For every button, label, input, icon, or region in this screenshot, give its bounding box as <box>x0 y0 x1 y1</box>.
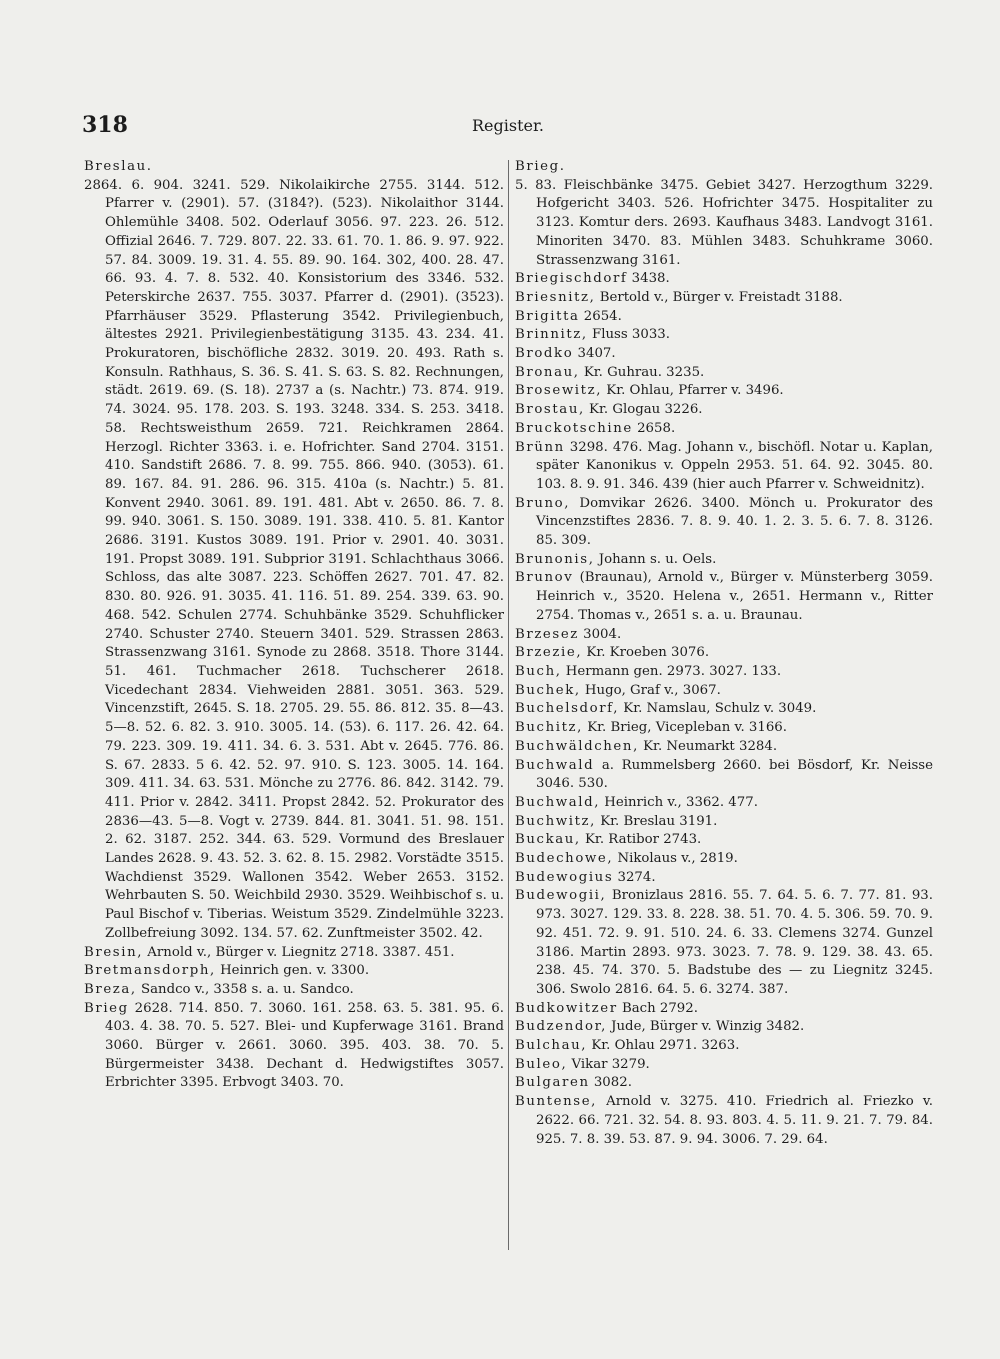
entry-text: 3274. <box>613 869 656 885</box>
index-entry <box>515 495 933 551</box>
entry-text: 5. 83. Fleischbänke 3475. Gebiet 3427. Herzogthum 3229. Hofgericht 3403. 526. Hofrichter 3475. Hospitaliter zu 3123. Komtur ders. 2693. Kaufhaus 3483. Landvogt 3161. Minoriten 3470. 83. Mühlen 3483. Schuhkrame 3060. Strassenzwang 3161. <box>515 177 933 268</box>
index-entry <box>84 981 504 1000</box>
entry-text: Kr. Glogau 3226. <box>584 402 703 418</box>
entry-text: 2658. <box>632 420 676 436</box>
index-entry <box>515 663 933 682</box>
entry-text: Kr. Neumarkt 3284. <box>638 738 778 754</box>
index-entry <box>515 794 933 813</box>
entry-text: Arnold v., Bürger v. Liegnitz 2718. 3387. 451. <box>143 944 455 960</box>
index-entry <box>515 439 933 495</box>
index-entry <box>515 831 933 850</box>
entry-headword: Buchitz, <box>515 720 583 736</box>
index-entry <box>515 644 933 663</box>
entry-headword: Budechowe, <box>515 851 614 867</box>
entry-text: Sandco v., 3358 s. a. u. Sandco. <box>136 981 354 997</box>
index-entry <box>515 1074 933 1093</box>
entry-headword: Brzesez <box>515 626 579 642</box>
index-entry <box>84 944 504 963</box>
entry-headword: Buch, <box>515 663 562 679</box>
entry-headword: Brunonis, <box>515 551 595 567</box>
entry-text: Hermann gen. 2973. 3027. 133. <box>561 663 782 679</box>
entry-headword: Bulchau, <box>515 1038 588 1054</box>
entry-headword: Brostau, <box>515 402 585 418</box>
entry-headword: Brzezie, <box>515 645 583 661</box>
entry-headword: Brinnitz, <box>515 327 588 343</box>
entry-text: 2628. 714. 850. 7. 3060. 161. 258. 63. 5. 381. 95. 6. 403. 4. 38. 70. 5. 527. Blei- und Kupferwage 3161. Brand 3060. Bürger v. 2661. 3060. 395. 403. 38. 70. 5. Bürgermeister 3438. Dechant d. Hedwigstiftes 3057. Erbrichter 3395. Erbvogt 3403. 70. <box>105 1000 504 1091</box>
entry-headword: Buchwald, <box>515 794 601 810</box>
index-entry <box>515 1093 933 1149</box>
entry-text: Kr. Ohlau, Pfarrer v. 3496. <box>602 383 784 399</box>
index-entry <box>84 962 504 981</box>
entry-headword: Buchwäldchen, <box>515 738 639 754</box>
entry-headword: Buleo, <box>515 1056 568 1072</box>
entry-headword: Budkowitzer <box>515 1000 618 1016</box>
entry-text: 2864. 6. 904. 3241. 529. Nikolaikirche 2755. 3144. 512. Pfarrer v. (2901). 57. (3184?). (523). Nikolaithor 3144. Ohlemühle 3408. 502. Oderlauf 3056. 97. 223. 26. 512. Offizial 2646. 7. 729. 807. 22. 33. 61. 70. 1. 86. 9. 97. 922. 57. 84. 3009. 19. 31. 4. 55. 89. 90. 164. 302, 400. 28. 47. 66. 93. 4. 7. 8. 532. 40. Konsistorium des 3346. 532. Peterskirche 2637. 755. 3037. Pfarrer d. (2901). (3523). Pfarrhäuser 3529. Pflasterung 3542. Privilegienbuch, ältestes 2921. Privilegienbestätigung 3135. 43. 234. 41. Prokuratoren, bischöfliche 2832. 3019. 20. 493. Rath s. Konsuln. Rathhaus, S. 36. S. 41. S. 63. S. 82. Rechnungen, städt. 2619. 69. (S. 18). 2737 a (s. Nachtr.) 73. 874. 919. 74. 3024. 95. 178. 203. S. 193. 3248. 334. S. 253. 3418. 58. Rechtsweisthum 2659. 721. Reichkramen 2864. Herzogl. Richter 3363. i. e. Hofrichter. Sand 2704. 3151. 410. Sandstift 2686. 7. 8. 99. 755. 866. 940. (3053). 61. 89. 167. 84. 91. 286. 96. 315. 410a (s. Nachtr.) 5. 81. Konvent 2940. 3061. 89. 191. 481. Abt v. 2650. 86. 7. 8. 99. 940. 3061. S. 150. 3089. 191. 338. 410. 5. 81. Kantor 2686. 3191. Kustos 3089. 191. Prior v. 2901. 40. 3031. 191. Propst 3089. 191. Subprior 3191. Schlachthaus 3066. Schloss, das alte 3087. 223. Schöffen 2627. 701. 47. 82. 830. 80. 926. 91. 3035. 41. 116. 51. 89. 254. 339. 63. 90. 468. 542. Schulen 2774. Schuhbänke 3529. Schuhflicker 2740. Schuster 2740. Steuern 3401. 529. Strassen 2863. Strassenzwang 3161. Synode zu 2868. 3518. Thore 3144. 51. 461. Tuchmacher 2618. Tuchscherer 2618. Vicedechant 2834. Viehweiden 2881. 3051. 363. 529. Vincenzstift, 2645. S. 18. 2705. 29. 55. 86. 812. 35. 8—43. 5—8. 52. 6. 82. 3. 910. 3005. 14. (53). 6. 117. 26. 42. 64. 79. 223. 309. 19. 411. 34. 6. 3. 531. Abt v. 2645. 776. 86. S. 67. 2833. 5 6. 42. 52. 97. 910. S. 123. 3005. 14. 164. 309. 411. 34. 63. 531. Mönche zu 2776. 86. 842. 3142. 79. 411. Prior v. 2842. 3411. Propst 2842. 52. Prokurator des 2836—43. 5—8. Vogt v. 2739. 844. 81. 3041. 51. 98. 151. 2. 62. 3187. 252. 344. 63. 529. Vormund des Breslauer Landes 2628. 9. 43. 52. 3. 62. 8. 15. 2982. Vorstädte 3515. Wachdienst 3529. Wallonen 3542. Weber 2653. 3152. Wehrbauten S. 50. Weichbild 2930. 3529. Weihbischof s. u. Paul Bischof v. Tiberias. Weistum 3529. Zindelmühle 3223. Zollbefreiung 3092. 134. 57. 62. Zunftmeister 3502. 42. <box>84 177 504 941</box>
entry-headword: Bruckotschine <box>515 420 633 436</box>
entry-headword: Brigitta <box>515 308 580 324</box>
entry-headword: Bronau, <box>515 364 580 380</box>
index-entry <box>515 700 933 719</box>
index-entry <box>515 401 933 420</box>
index-entry <box>515 869 933 888</box>
index-entry <box>515 308 933 327</box>
entry-headword: Brünn <box>515 439 565 455</box>
column-divider <box>508 160 509 1250</box>
entry-text: Bertold v., Bürger v. Freistadt 3188. <box>595 289 843 305</box>
entry-text: Bach 2792. <box>617 1000 698 1016</box>
entry-text: Heinrich v., 3362. 477. <box>600 794 758 810</box>
index-entry <box>515 551 933 570</box>
entry-text: Vikar 3279. <box>567 1056 650 1072</box>
entry-headword: Buchelsdorf, <box>515 701 620 717</box>
entry-headword: Briegischdorf <box>515 271 628 287</box>
entry-text: Kr. Brieg, Vicepleban v. 3166. <box>582 720 787 736</box>
page-number: 318 <box>82 112 128 138</box>
index-entry <box>515 569 933 625</box>
entry-text: Kr. Breslau 3191. <box>595 813 718 829</box>
entry-text: Kr. Guhrau. 3235. <box>579 364 705 380</box>
entry-text: a. Rummelsberg 2660. bei Bösdorf, Kr. Neisse 3046. 530. <box>536 757 933 792</box>
entry-headword: Bretmansdorph, <box>84 963 216 979</box>
entry-text: 3082. <box>589 1075 632 1091</box>
index-entry <box>515 345 933 364</box>
index-entry <box>515 626 933 645</box>
index-entry <box>84 1000 504 1094</box>
index-entry <box>84 158 504 177</box>
entry-headword: Breslau. <box>84 159 153 174</box>
entry-headword: Buntense, <box>515 1094 597 1110</box>
entry-text: Kr. Kroeben 3076. <box>582 645 710 661</box>
page-header <box>0 112 1000 146</box>
entry-headword: Bulgaren <box>515 1075 590 1091</box>
entry-headword: Bresin, <box>84 944 144 960</box>
index-entry <box>515 158 933 177</box>
entry-headword: Budewogii, <box>515 888 607 904</box>
entry-headword: Buckau, <box>515 832 581 848</box>
entry-text: Arnold v. 3275. 410. Friedrich al. Friezko v. 2622. 66. 721. 32. 54. 8. 93. 803. 4. 5. 11. 9. 21. 7. 79. 84. 925. 7. 8. 39. 53. 87. 9. 94. 3006. 7. 29. 64. <box>536 1094 933 1147</box>
index-entry <box>515 1056 933 1075</box>
index-entry <box>515 1000 933 1019</box>
entry-text: 2654. <box>579 308 622 324</box>
index-entry <box>515 887 933 999</box>
entry-headword: Brodko <box>515 346 574 362</box>
entry-text: Johann s. u. Oels. <box>594 551 717 567</box>
index-entry <box>515 682 933 701</box>
entry-headword: Brieg. <box>515 159 566 174</box>
index-entry <box>84 177 504 944</box>
entry-headword: Breza, <box>84 981 137 997</box>
index-entry <box>515 326 933 345</box>
index-entry <box>515 364 933 383</box>
entry-headword: Buchek, <box>515 682 581 698</box>
index-entry <box>515 270 933 289</box>
index-entry <box>515 719 933 738</box>
entry-headword: Buchwald <box>515 757 595 773</box>
index-entry <box>515 382 933 401</box>
entry-text: Kr. Ratibor 2743. <box>580 832 702 848</box>
entry-text: 3407. <box>573 346 616 362</box>
entry-headword: Buchwitz, <box>515 813 596 829</box>
entry-headword: Budewogius <box>515 869 614 885</box>
entry-text: Kr. Namslau, Schulz v. 3049. <box>619 701 817 717</box>
index-entry <box>515 757 933 794</box>
index-entry <box>515 177 933 271</box>
index-entry <box>515 289 933 308</box>
right-column <box>515 158 933 1149</box>
entry-text: 3004. <box>578 626 622 642</box>
entry-headword: Briesnitz, <box>515 289 596 305</box>
entry-text: Kr. Ohlau 2971. 3263. <box>587 1038 740 1054</box>
entry-text: Hugo, Graf v., 3067. <box>580 682 721 698</box>
entry-text: Nikolaus v., 2819. <box>613 851 738 867</box>
index-entry <box>515 420 933 439</box>
entry-text: 3298. 476. Mag. Johann v., bischöfl. Notar u. Kaplan, später Kanonikus v. Oppeln 2953. 51. 64. 92. 3045. 80. 103. 8. 9. 91. 346. 439 (hier auch Pfarrer v. Schweidnitz). <box>536 439 933 492</box>
entry-text: Fluss 3033. <box>587 327 670 343</box>
running-title: Register. <box>472 116 544 135</box>
entry-headword: Brunov <box>515 570 574 586</box>
entry-headword: Budzendor, <box>515 1019 607 1035</box>
entry-text: Bronizlaus 2816. 55. 7. 64. 5. 6. 7. 77. 81. 93. 973. 3027. 129. 33. 8. 228. 38. 51. 70. 4. 5. 306. 59. 70. 9. 92. 451. 72. 9. 91. 510. 24. 6. 33. Clemens 3274. Gunzel 3186. Martin 2893. 973. 3023. 7. 78. 9. 129. 38. 43. 65. 238. 45. 74. 370. 5. Badstube des — zu Liegnitz 3245. 306. Swolo 2816. 64. 5. 6. 3274. 387. <box>536 888 933 997</box>
index-entry <box>515 850 933 869</box>
left-column <box>84 158 504 1093</box>
index-entry <box>515 1037 933 1056</box>
index-entry <box>515 738 933 757</box>
entry-headword: Bruno, <box>515 495 571 511</box>
index-entry <box>515 1018 933 1037</box>
entry-text: Jude, Bürger v. Winzig 3482. <box>606 1019 805 1035</box>
entry-headword: Brosewitz, <box>515 383 603 399</box>
index-entry <box>515 813 933 832</box>
entry-headword: Brieg <box>84 1000 129 1016</box>
entry-text: (Braunau), Arnold v., Bürger v. Münsterberg 3059. Heinrich v., 3520. Helena v., 2651. Hermann v., Ritter 2754. Thomas v., 2651 s. a. u. Braunau. <box>536 570 933 623</box>
entry-text: Heinrich gen. v. 3300. <box>215 963 370 979</box>
entry-text: 3438. <box>627 271 670 287</box>
entry-text: Domvikar 2626. 3400. Mönch u. Prokurator des Vincenzstiftes 2836. 7. 8. 9. 40. 1. 2. 3. 5. 6. 7. 8. 3126. 85. 309. <box>536 495 933 549</box>
